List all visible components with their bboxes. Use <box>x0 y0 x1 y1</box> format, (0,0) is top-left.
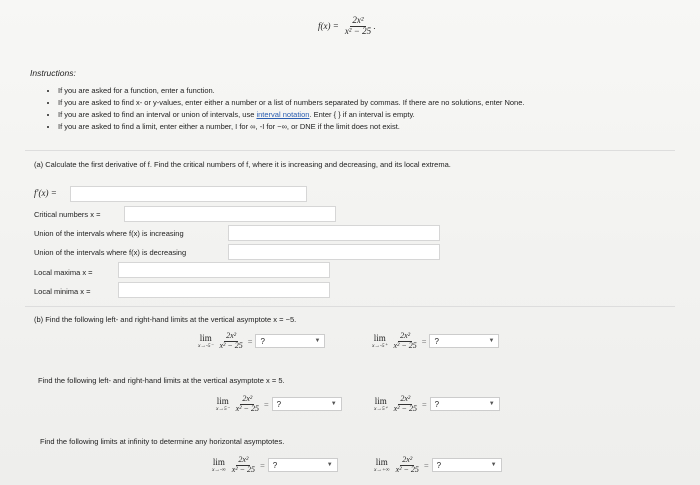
limit-row: lim x→-∞ $\frac{\text{2x²}}{\text{x² − 25}}$ = ? ▼ <box>212 456 338 475</box>
limit-answer-select[interactable]: ? ▼ <box>432 458 502 472</box>
limit-fraction: $\frac{\text{2x²}}{\text{x² − 25}}$ <box>219 331 243 350</box>
instruction-item: • If you are asked to find a limit, enter either a number, I for ∞, -I for −∞, or DNE if the limit does not exist. <box>58 121 684 133</box>
decreasing-label: Union of the intervals where f(x) is decreasing <box>34 248 187 257</box>
limit-row: lim x→5⁻ $\frac{\text{2x²}}{\text{x² − 25}}$ = ? ▼ <box>216 395 342 414</box>
lim-operator: lim x→+∞ <box>374 457 390 474</box>
lim-operator: lim x→-5⁺ <box>372 333 388 350</box>
instruction-item: • If you are asked to find an interval or union of intervals, use interval notation. Enter { } if an interval is empty. <box>58 109 684 121</box>
increasing-label: Union of the intervals where f(x) is increasing <box>34 229 184 238</box>
fprime-input[interactable] <box>70 186 307 202</box>
interval-notation-link[interactable]: interval notation <box>256 110 310 119</box>
instructions-list <box>44 85 684 133</box>
local-minima-input[interactable] <box>118 282 330 298</box>
instruction-item: • If you are asked for a function, enter a function. <box>58 85 684 97</box>
function-period: . <box>373 21 376 32</box>
lim-operator: lim x→5⁻ <box>216 396 230 413</box>
function-fraction <box>343 16 373 37</box>
local-maxima-label: Local maxima x = <box>34 268 93 277</box>
divider <box>25 150 675 151</box>
fprime-label: f′(x) = <box>34 188 57 198</box>
limit-fraction: $\frac{\text{2x²}}{\text{x² − 25}}$ <box>231 455 256 474</box>
chevron-down-icon: ▼ <box>330 401 337 408</box>
limit-row: lim x→5⁺ $\frac{\text{2x²}}{\text{x² − 25}}$ = ? ▼ <box>374 395 500 414</box>
limit-answer-select[interactable]: ? ▼ <box>430 397 500 411</box>
limit-answer-select[interactable]: ? ▼ <box>255 334 325 348</box>
chevron-down-icon: ▼ <box>314 338 321 345</box>
chevron-down-icon: ▼ <box>488 338 495 345</box>
part-b-prompt-2: Find the following left- and right-hand limits at the vertical asymptote x = 5. <box>38 376 285 385</box>
limit-row: lim x→+∞ $\frac{\text{2x²}}{\text{x² − 25}}$ = ? ▼ <box>374 456 502 475</box>
lim-operator: lim x→-∞ <box>212 457 226 474</box>
critical-numbers-label: Critical numbers x = <box>34 210 101 219</box>
part-b-prompt-1: (b) Find the following left- and right-hand limits at the vertical asymptote x = −5. <box>34 315 297 324</box>
limit-row: lim x→-5⁻ $\frac{\text{2x²}}{\text{x² − 25}}$ = ? ▼ <box>198 332 325 351</box>
function-numerator: 2x² <box>352 15 364 25</box>
divider <box>25 306 675 307</box>
local-maxima-input[interactable] <box>118 262 330 278</box>
limit-row: lim x→-5⁺ $\frac{\text{2x²}}{\text{x² − 25}}$ = ? ▼ <box>372 332 499 351</box>
function-denominator: x² − 25 <box>344 25 372 36</box>
limit-answer-select[interactable]: ? ▼ <box>429 334 499 348</box>
limit-answer-select[interactable]: ? ▼ <box>272 397 342 411</box>
increasing-input[interactable] <box>228 225 440 241</box>
chevron-down-icon: ▼ <box>326 462 333 469</box>
limit-fraction: $\frac{\text{2x²}}{\text{x² − 25}}$ <box>235 394 259 413</box>
part-b-prompt-3: Find the following limits at infinity to determine any horizontal asymptotes. <box>40 437 285 446</box>
lim-operator: lim x→-5⁻ <box>198 333 214 350</box>
decreasing-input[interactable] <box>228 244 440 260</box>
function-lhs: f(x) = <box>318 21 339 32</box>
function-header <box>318 16 376 37</box>
lim-operator: lim x→5⁺ <box>374 396 388 413</box>
limit-fraction: $\frac{\text{2x²}}{\text{x² − 25}}$ <box>395 455 419 474</box>
limit-fraction: $\frac{\text{2x²}}{\text{x² − 25}}$ <box>393 394 417 413</box>
instructions-title: Instructions: <box>30 68 76 78</box>
instruction-item: • If you are asked to find x- or y-values, enter either a number or a list of numbers separated by commas. If there are no solutions, enter None. <box>58 97 684 109</box>
chevron-down-icon: ▼ <box>488 401 495 408</box>
limit-answer-select[interactable]: ? ▼ <box>268 458 338 472</box>
local-minima-label: Local minima x = <box>34 287 91 296</box>
chevron-down-icon: ▼ <box>490 462 497 469</box>
part-a-prompt: (a) Calculate the first derivative of f. Find the critical numbers of f, where it is increasing and decreasing, and its local extrema. <box>34 160 451 169</box>
critical-numbers-input[interactable] <box>124 206 336 222</box>
limit-fraction: $\frac{\text{2x²}}{\text{x² − 25}}$ <box>393 331 417 350</box>
